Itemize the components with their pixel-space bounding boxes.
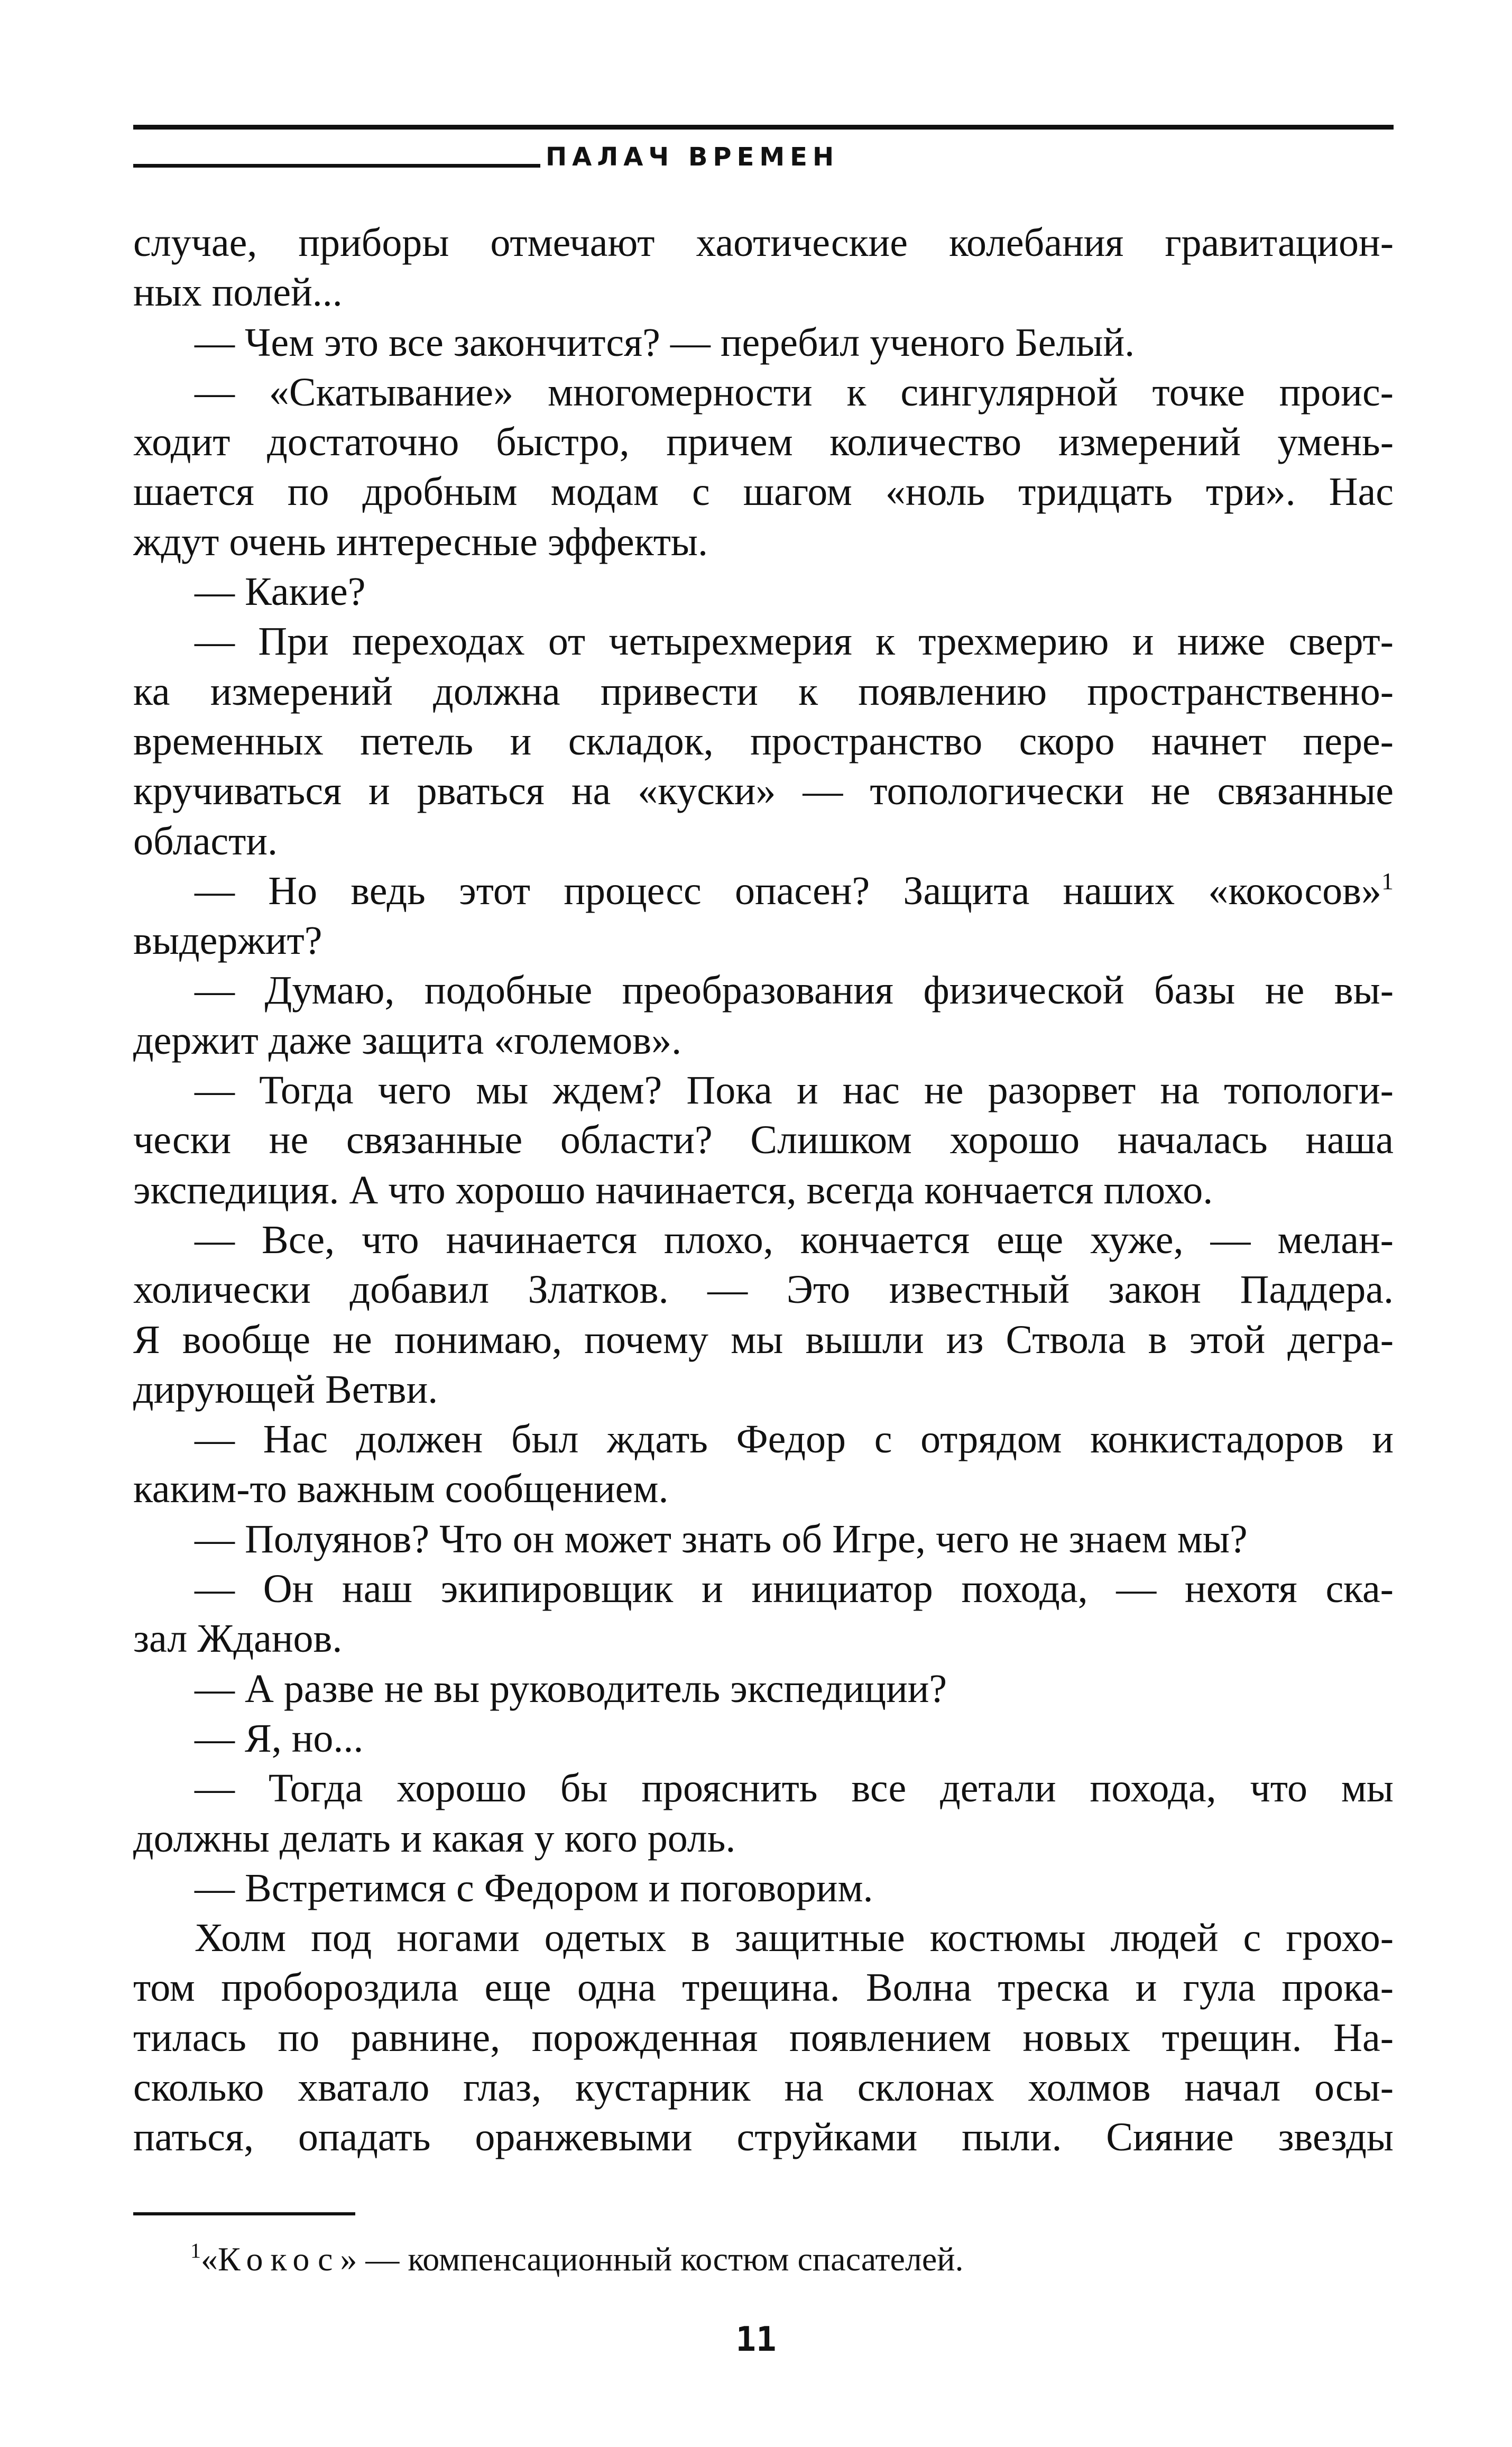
header-top-rule xyxy=(133,125,1394,130)
footnote-reference: 1 xyxy=(1381,867,1394,895)
text-line-content: холически добавил Златков. — Это известный закон Паддера. xyxy=(133,1267,1394,1312)
text-line xyxy=(133,1165,1394,1215)
text-line-content: Я вообще не понимаю, почему мы вышли из Ствола в этой дегра- xyxy=(133,1317,1394,1362)
text-line-content: каким-то важным сообщением. xyxy=(133,1467,669,1512)
text-line-content: ходит достаточно быстро, причем количество измерений умень- xyxy=(133,420,1394,465)
text-line-content: зал Жданов. xyxy=(133,1616,343,1661)
text-line xyxy=(133,1714,1394,1763)
text-line xyxy=(133,1564,1394,1614)
running-header xyxy=(133,139,1394,181)
text-line xyxy=(133,965,1394,1015)
text-line-content: Холм под ногами одетых в защитные костюмы людей с грохо- xyxy=(195,1916,1394,1961)
text-line xyxy=(133,716,1394,766)
text-line-content: — «Скатывание» многомерности к сингулярной точке проис- xyxy=(195,370,1394,415)
text-line xyxy=(133,2063,1394,2112)
text-line-content: случае, приборы отмечают хаотические колебания гравитацион- xyxy=(133,220,1394,265)
text-line xyxy=(133,367,1394,417)
text-line-content: — Чем это все закончится? — перебил ученого Белый. xyxy=(195,320,1135,365)
footnote-rule xyxy=(133,2212,355,2215)
text-line xyxy=(133,1514,1394,1564)
text-line xyxy=(133,816,1394,866)
page-number: 11 xyxy=(735,2320,777,2359)
footnote-close-quote: » xyxy=(340,2240,357,2278)
text-line xyxy=(133,1016,1394,1065)
text-line-content: должны делать и какая у кого роль. xyxy=(133,1816,736,1861)
text-line-content: ждут очень интересные эффекты. xyxy=(133,519,708,564)
text-line-content: ка измерений должна привести к появлению пространственно- xyxy=(133,669,1394,714)
text-line-content: паться, опадать оранжевыми струйками пыли. Сияние звезды xyxy=(133,2115,1394,2160)
text-line xyxy=(133,1315,1394,1365)
text-line xyxy=(133,318,1394,367)
text-line xyxy=(133,517,1394,567)
text-line-content: — Я, но... xyxy=(195,1716,364,1761)
text-line-content: — А разве не вы руководитель экспедиции? xyxy=(195,1666,947,1711)
text-line xyxy=(133,567,1394,617)
text-line-content: — Но ведь этот процесс опасен? Защита наших «кокосов» xyxy=(195,868,1381,913)
body-text xyxy=(133,218,1394,2163)
text-line xyxy=(133,1464,1394,1514)
text-line xyxy=(133,1913,1394,1963)
text-line xyxy=(133,1614,1394,1663)
text-line xyxy=(133,766,1394,816)
text-line xyxy=(133,667,1394,716)
footnote-term: Кокос xyxy=(218,2240,340,2278)
text-line-content: тилась по равнине, порожденная появлением новых трещин. На- xyxy=(133,2015,1394,2060)
text-line xyxy=(133,1863,1394,1913)
footnote-open-quote: « xyxy=(201,2240,218,2278)
text-line-content: — Он наш экипировщик и инициатор похода, — нехотя ска- xyxy=(195,1567,1394,1612)
text-line-content: — Тогда хорошо бы прояснить все детали похода, что мы xyxy=(195,1766,1394,1811)
text-line xyxy=(133,1065,1394,1115)
text-line-content: выдержит? xyxy=(133,918,322,963)
text-line xyxy=(133,1215,1394,1265)
text-line xyxy=(133,1414,1394,1464)
footnote-definition: — компенсационный костюм спасателей. xyxy=(357,2240,964,2278)
text-line-content: — Все, что начинается плохо, кончается еще хуже, — мелан- xyxy=(195,1217,1394,1262)
text-line-content: шается по дробным модам с шагом «ноль тридцать три». Нас xyxy=(133,470,1394,514)
text-line-content: ных полей... xyxy=(133,270,343,315)
text-line-content: сколько хватало глаз, кустарник на склонах холмов начал осы- xyxy=(133,2065,1394,2110)
text-line-content: кручиваться и рваться на «куски» — топологически не связанные xyxy=(133,769,1394,814)
text-line-content: — Какие? xyxy=(195,569,366,614)
text-line xyxy=(133,1365,1394,1414)
text-line-content: области. xyxy=(133,818,278,863)
text-line-content: — Тогда чего мы ждем? Пока и нас не разорвет на топологи- xyxy=(195,1068,1394,1113)
text-line-content: — Встретимся с Федором и поговорим. xyxy=(195,1865,873,1910)
text-line-content: — Думаю, подобные преобразования физической базы не вы- xyxy=(195,968,1394,1013)
footnote-marker: 1 xyxy=(190,2239,201,2262)
text-line xyxy=(133,218,1394,268)
text-line xyxy=(133,617,1394,666)
text-line-content: держит даже защита «големов». xyxy=(133,1018,682,1063)
text-line xyxy=(133,1664,1394,1714)
text-line-content: дирующей Ветви. xyxy=(133,1367,438,1412)
text-line-content: экспедиция. А что хорошо начинается, всегда кончается плохо. xyxy=(133,1167,1213,1212)
text-line-content: — Полуянов? Что он может знать об Игре, чего не знаем мы? xyxy=(195,1516,1248,1561)
header-left-rule xyxy=(133,164,540,168)
text-line-content: — Нас должен был ждать Федор с отрядом конкистадоров и xyxy=(195,1417,1394,1462)
text-line xyxy=(133,866,1394,916)
running-title: ПАЛАЧ ВРЕМЕН xyxy=(546,142,840,172)
text-line xyxy=(133,417,1394,467)
text-line-content: чески не связанные области? Слишком хорошо началась наша xyxy=(133,1118,1394,1163)
text-line xyxy=(133,1763,1394,1813)
text-line xyxy=(133,268,1394,317)
text-line xyxy=(133,916,1394,965)
text-line xyxy=(133,1265,1394,1314)
text-line-content: том пробороздила еще одна трещина. Волна треска и гула прока- xyxy=(133,1965,1394,2010)
text-line xyxy=(133,1814,1394,1863)
footnote xyxy=(190,2237,963,2282)
text-line xyxy=(133,2112,1394,2162)
text-line xyxy=(133,467,1394,517)
text-line-content: — При переходах от четырехмерия к трехмерию и ниже сверт- xyxy=(195,619,1394,664)
text-line-content: временных петель и складок, пространство скоро начнет пере- xyxy=(133,719,1394,763)
text-line xyxy=(133,1963,1394,2012)
text-line xyxy=(133,1115,1394,1165)
text-line xyxy=(133,2013,1394,2063)
